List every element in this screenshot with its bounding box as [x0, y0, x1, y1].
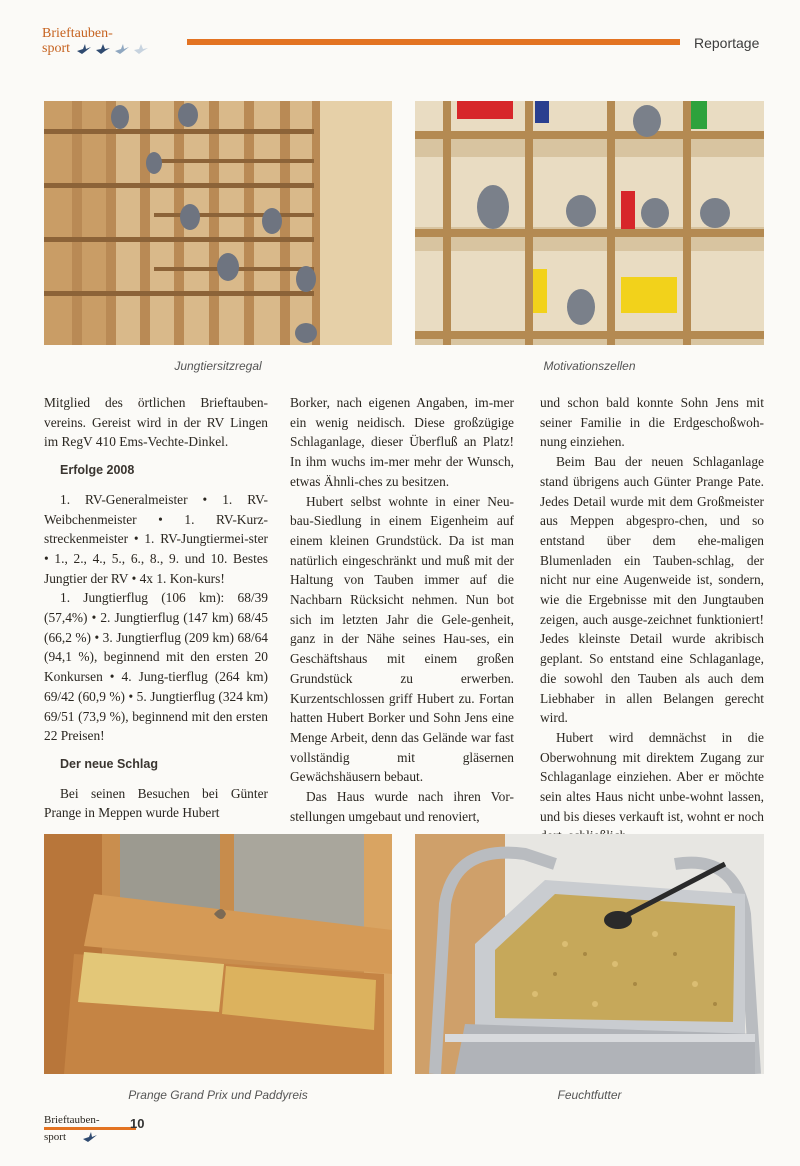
pigeon-icon — [82, 1131, 98, 1143]
paragraph: Beim Bau der neuen Schlaganlage stand übrigens auch Günter Prange Pate. Jedes Detail wurde mit dem Großmeister aus Meppen abgespro-chen, und so entstand über dem ehe-maligen Blumenladen ein Tauben-schlag, der nicht nur eine Augenweide ist, sondern, wie die Ergebnisse mit den Jungtauben zeigen, auch ausge-zeichnet funktioniert! Jedes kleinste Detail wurde akribisch geplant. So entstand eine Schlaganlage, die sowohl den Tauben als auch dem Liebhaber in allen Belangen gerecht wird. — [540, 454, 764, 726]
paragraph: und schon bald konnte Sohn Jens mit seiner Familie in die Erdgeschoßwoh-nung einziehen. — [540, 395, 764, 450]
subheading: Der neue Schlag — [60, 756, 158, 771]
photo-wet-feed — [415, 834, 764, 1074]
photo-young-bird-perch-shelf — [44, 101, 392, 345]
photo-motivation-cells — [415, 101, 764, 345]
photo-caption: Prange Grand Prix und Paddyreis — [128, 1088, 308, 1102]
logo-line-2: sport — [42, 41, 70, 56]
magazine-logo — [42, 26, 149, 56]
photo-caption: Motivationszellen — [543, 359, 636, 373]
section-title: Reportage — [694, 35, 760, 51]
paragraph: Bei seinen Besuchen bei Günter Prange in Meppen wurde Hubert — [44, 785, 268, 821]
paragraph: 1. RV-Generalmeister • 1. RV-Weibchenmeister • 1. RV-Kurz-streckenmeister • 1. RV-Jungtiermei-ster • 1., 2., 4., 5., 6., 8., 9. und 10. Bestes Jungtier der RV • 4x 1. Kon-kurs! — [44, 491, 268, 586]
header-rule — [187, 39, 680, 45]
paragraph: Mitglied des örtlichen Brieftauben-vereins. Gereist wird in der RV Lingen im RegV 410 Ems-Vechte-Dinkel. — [44, 395, 268, 450]
paragraph: Hubert selbst wohnte in einer Neu-bau-Siedlung in einem Eigenheim auf einem kleinen Grundstück. Da ist man natürlich eingeschränkt und muß mit der Haltung von Tauben immer auf die Nachbarn Rücksicht nehmen. Nun bot sich im letzten Jahr die Gele-genheit, ganz in der Nähe seines Hau-ses, ein Geschäftshaus mit einem großen Grundstück zu erwerben. Kurzentschlossen griff Hubert zu. Fortan hatten Hubert Borker und Sohn Jens eine Menge Arbeit, denn das Gelände war fast vollständig mit gläsernen Gewächshäusern bebaut. — [290, 493, 514, 785]
footer-logo — [44, 1114, 136, 1143]
paragraph: Hubert wird demnächst in die Oberwohnung mit direktem Zugang zur Schlaganlage einziehen. Aber er möchte sein altes Haus nicht unbe-wohnt lassen, und bis dieses verkauft ist, wohnt er noch — [540, 729, 764, 824]
paragraph: Das Haus wurde nach ihren Vor-stellungen umgebaut und renoviert, — [290, 789, 514, 824]
logo-line-1: Brieftauben- — [42, 26, 113, 41]
photo-feed-trough — [44, 834, 392, 1074]
photo-caption: Jungtiersitzregal — [174, 359, 262, 373]
subheading: Erfolge 2008 — [60, 463, 135, 478]
pigeon-birds-icon — [76, 43, 149, 55]
footer-logo-line-2: sport — [44, 1131, 66, 1143]
paragraph: 1. Jungtierflug (106 km): 68/39 (57,4%) • 2. Jungtierflug (147 km) 68/45 (66,2 %) • 3. Jungtierflug (209 km) 68/64 (94,1 %), beginnend mit den ersten 20 Konkursen • 4. Jung-tierflug (264 km) 69/42 (60,9 %) • 5. Jungtierflug (324 km) 69/51 (73,9 %), beginnend mit den ersten 22 Preisen! — [44, 590, 268, 744]
photo-caption: Feuchtfutter — [557, 1088, 622, 1102]
footer-logo-line-1: Brieftauben- — [44, 1114, 100, 1126]
paragraph: Borker, nach eigenen Angaben, im-mer ein wenig neidisch. Diese großzügige Schlaganlage, dieser Überfluß an Platz! In ihm wuchs im-mer mehr der Wunsch, etwas Ähnli-ches zu besitzen. — [290, 395, 514, 489]
text-column-1 — [44, 393, 268, 823]
footer-rule — [44, 1127, 136, 1130]
text-column-2 — [290, 393, 514, 826]
text-column-3 — [540, 393, 764, 846]
page-number: 10 — [130, 1116, 145, 1131]
